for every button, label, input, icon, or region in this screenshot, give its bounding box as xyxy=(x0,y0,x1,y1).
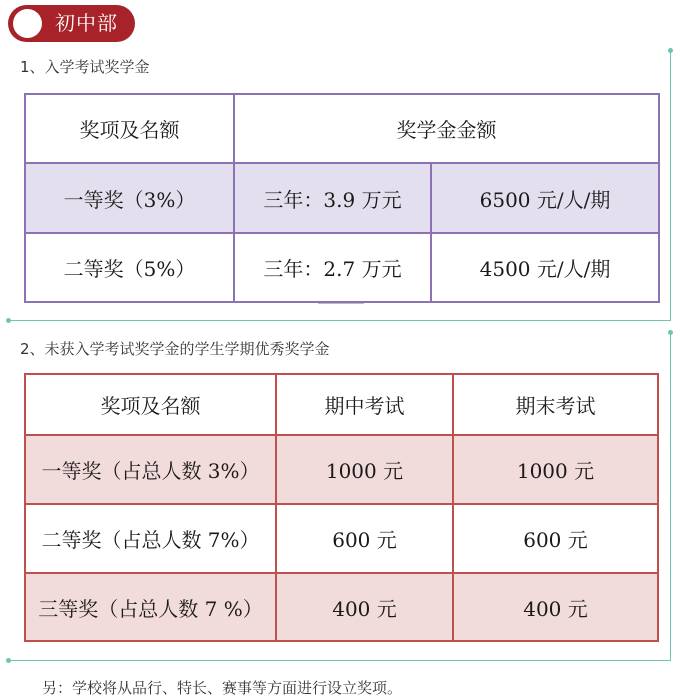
table-cell: 6500 元/人/期 xyxy=(431,163,659,233)
badge-dot-icon xyxy=(13,9,42,38)
divider xyxy=(318,303,364,304)
table-cell: 一等奖（占总人数 3%） xyxy=(25,435,276,504)
footer-note: 另：学校将从品行、特长、赛事等方面进行设立奖项。 xyxy=(42,679,403,697)
table-cell: 400 元 xyxy=(276,573,453,641)
table-header-row xyxy=(25,94,659,163)
accent-line xyxy=(670,50,671,320)
table-row xyxy=(25,504,658,573)
section1-title: 1、入学考试奖学金 xyxy=(20,58,150,76)
table-row xyxy=(25,435,658,504)
entrance-scholarship-table xyxy=(24,93,660,303)
table-row xyxy=(25,163,659,233)
header-cell: 奖项及名额 xyxy=(25,374,276,435)
header-cell: 期末考试 xyxy=(453,374,658,435)
table-row xyxy=(25,573,658,641)
accent-dot-icon xyxy=(6,318,11,323)
table-cell: 600 元 xyxy=(276,504,453,573)
table-cell: 二等奖（占总人数 7%） xyxy=(25,504,276,573)
table-cell: 三年：2.7 万元 xyxy=(234,233,431,302)
header-cell: 奖项及名额 xyxy=(25,94,234,163)
table-cell: 4500 元/人/期 xyxy=(431,233,659,302)
badge-label: 初中部 xyxy=(55,11,118,35)
accent-line xyxy=(670,332,671,660)
table-cell: 三等奖（占总人数 7 %） xyxy=(25,573,276,641)
accent-line xyxy=(8,320,671,321)
accent-dot-icon xyxy=(668,330,673,335)
accent-dot-icon xyxy=(668,48,673,53)
header-cell: 期中考试 xyxy=(276,374,453,435)
header-cell: 奖学金金额 xyxy=(234,94,659,163)
table-cell: 600 元 xyxy=(453,504,658,573)
table-cell: 1000 元 xyxy=(276,435,453,504)
table-cell: 1000 元 xyxy=(453,435,658,504)
table-cell: 一等奖（3%） xyxy=(25,163,234,233)
table-cell: 二等奖（5%） xyxy=(25,233,234,302)
table-cell: 400 元 xyxy=(453,573,658,641)
accent-line xyxy=(8,660,671,661)
section-badge xyxy=(8,5,135,42)
semester-scholarship-table xyxy=(24,373,659,642)
accent-dot-icon xyxy=(6,658,11,663)
section2-title: 2、未获入学考试奖学金的学生学期优秀奖学金 xyxy=(20,340,330,358)
table-row xyxy=(25,233,659,302)
table-header-row xyxy=(25,374,658,435)
table-cell: 三年：3.9 万元 xyxy=(234,163,431,233)
